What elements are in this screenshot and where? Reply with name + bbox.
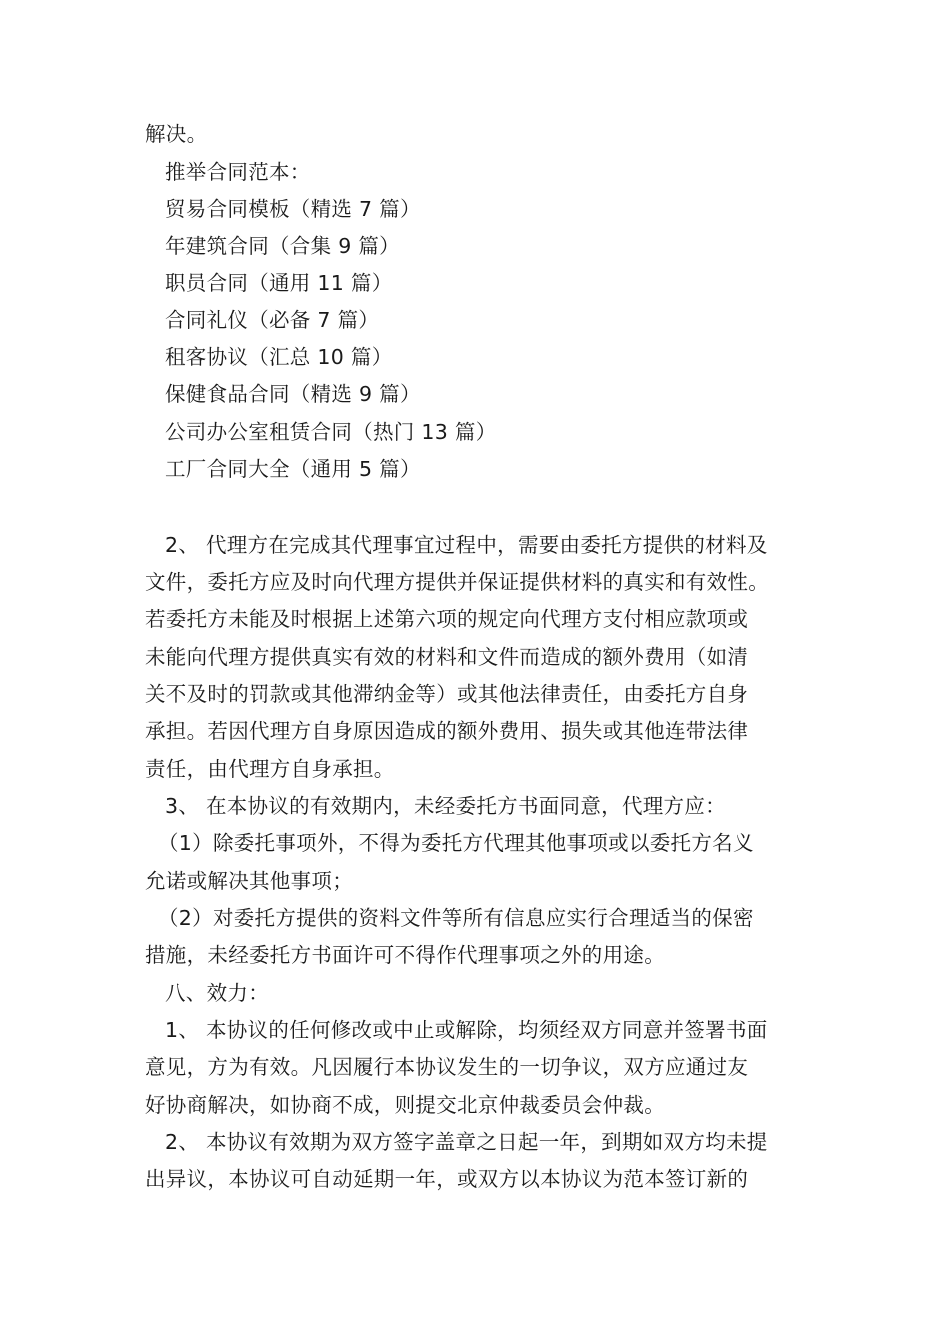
paragraph-line: 承担。若因代理方自身原因造成的额外费用、损失或其他连带法律 [145, 719, 749, 743]
list-item: 租客协议（汇总 10 篇） [165, 345, 393, 369]
paragraph-line: 好协商解决，如协商不成，则提交北京仲裁委员会仲裁。 [145, 1093, 665, 1117]
paragraph-line: 2、 代理方在完成其代理事宜过程中，需要由委托方提供的材料及 [165, 533, 768, 557]
list-item: 合同礼仪（必备 7 篇） [165, 308, 380, 332]
paragraph-line: （2）对委托方提供的资料文件等所有信息应实行合理适当的保密 [158, 906, 754, 930]
paragraph-line: 关不及时的罚款或其他滞纳金等）或其他法律责任，由委托方自身 [145, 682, 749, 706]
paragraph-line: 1、 本协议的任何修改或中止或解除，均须经双方同意并签署书面 [165, 1018, 768, 1042]
paragraph-line: 意见，方为有效。凡因履行本协议发生的一切争议，双方应通过友 [145, 1055, 749, 1079]
list-item: 公司办公室租赁合同（热门 13 篇） [165, 420, 497, 444]
list-item: 职员合同（通用 11 篇） [165, 271, 393, 295]
text-line: 解决。 [145, 122, 208, 146]
paragraph-line: 3、 在本协议的有效期内，未经委托方书面同意，代理方应： [165, 794, 726, 818]
list-item: 保健食品合同（精选 9 篇） [165, 382, 421, 406]
paragraph-line: 允诺或解决其他事项； [145, 869, 353, 893]
paragraph-line: 措施，未经委托方书面许可不得作代理事项之外的用途。 [145, 943, 665, 967]
paragraph-line: 2、 本协议有效期为双方签字盖章之日起一年，到期如双方均未提 [165, 1130, 768, 1154]
paragraph-line: 责任，由代理方自身承担。 [145, 757, 395, 781]
paragraph-line: 文件，委托方应及时向代理方提供并保证提供材料的真实和有效性。 [145, 570, 769, 594]
list-item: 工厂合同大全（通用 5 篇） [165, 457, 421, 481]
paragraph-line: 出异议，本协议可自动延期一年，或双方以本协议为范本签订新的 [145, 1167, 749, 1191]
list-item: 贸易合同模板（精选 7 篇） [165, 197, 421, 221]
paragraph-line: 未能向代理方提供真实有效的材料和文件而造成的额外费用（如清 [145, 645, 749, 669]
paragraph-line: 若委托方未能及时根据上述第六项的规定向代理方支付相应款项或 [145, 607, 749, 631]
section-heading: 八、效力： [165, 981, 269, 1005]
recommend-heading: 推举合同范本： [165, 160, 311, 184]
paragraph-line: （1）除委托事项外，不得为委托方代理其他事项或以委托方名义 [158, 831, 754, 855]
list-item: 年建筑合同（合集 9 篇） [165, 234, 400, 258]
